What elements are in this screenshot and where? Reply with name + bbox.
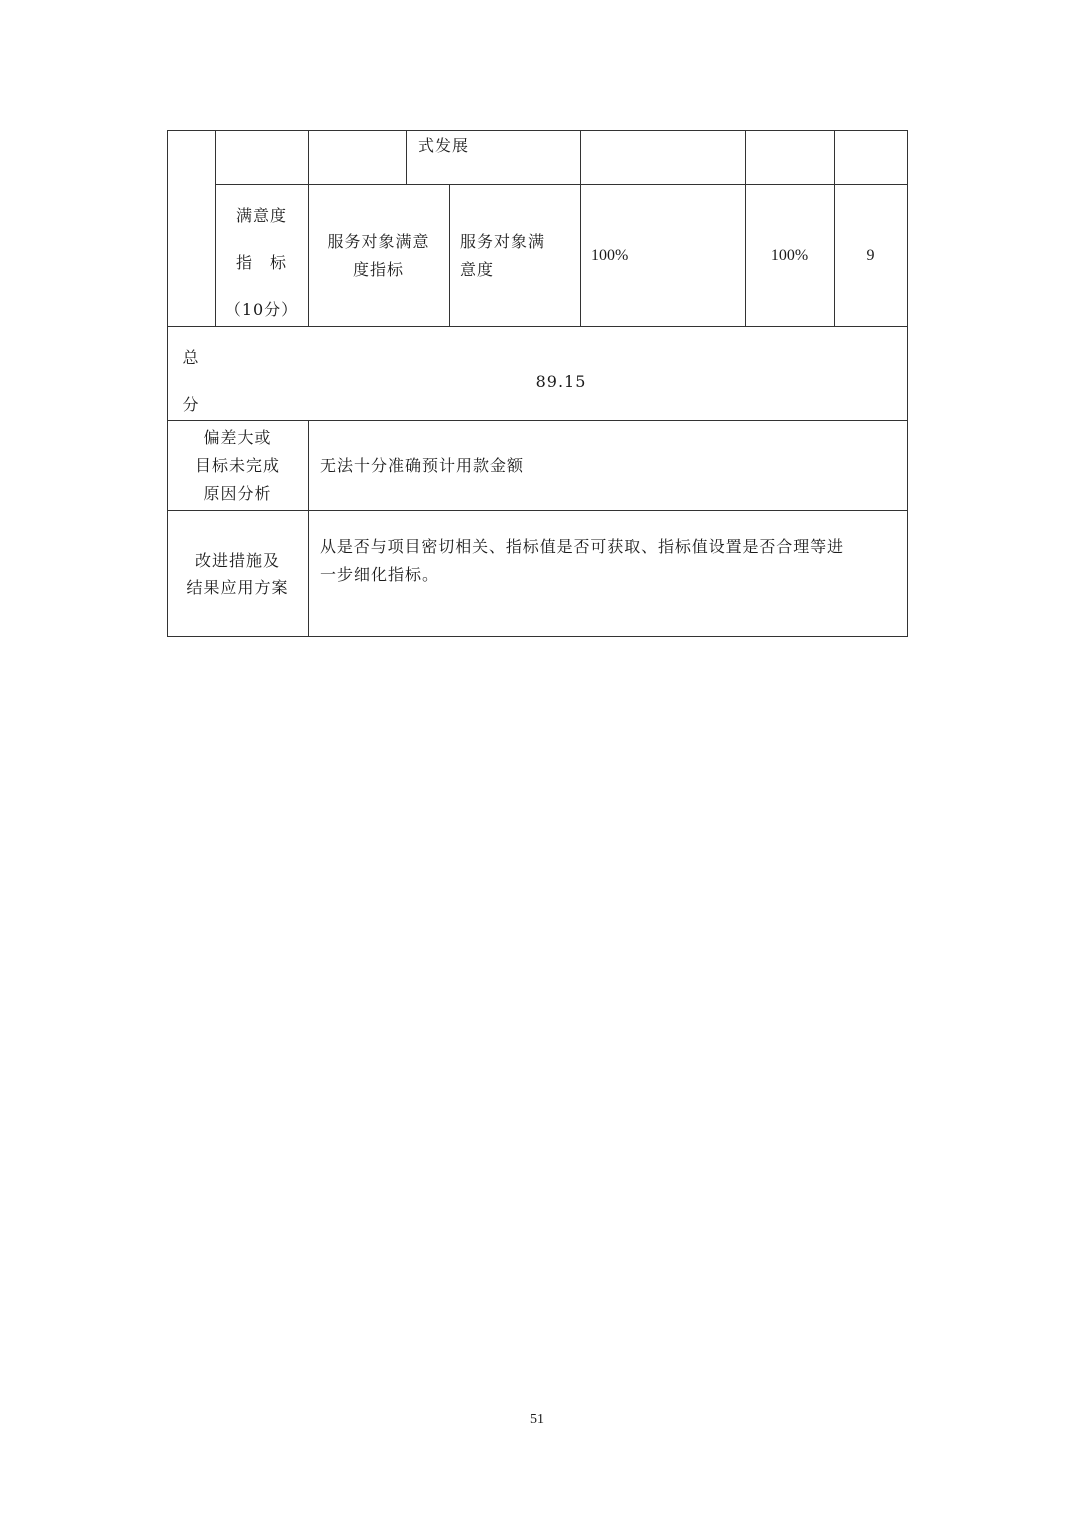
improvement-label-line2: 结果应用方案: [186, 578, 289, 597]
category-label-line2: 指 标: [235, 253, 287, 272]
target-value: 100%: [591, 247, 629, 264]
page-number: 51: [530, 1412, 544, 1427]
indicator-label-line2: 度指标: [352, 260, 404, 279]
deviation-label-line1: 偏差大或: [203, 428, 272, 447]
subindicator-label-line1: 服务对象满: [460, 232, 546, 251]
table-divider: [745, 130, 746, 326]
table-divider: [308, 420, 309, 636]
deviation-label-line2: 目标未完成: [194, 456, 280, 475]
table-border-top: [167, 130, 908, 131]
category-label-line1: 满意度: [235, 206, 287, 225]
table-divider: [215, 130, 216, 326]
deviation-label-line3: 原因分析: [203, 484, 272, 503]
total-score-value: 89.15: [535, 372, 587, 391]
table-border-right: [907, 130, 908, 637]
table-divider: [167, 420, 908, 421]
table-border-bottom: [167, 636, 908, 637]
table-divider: [215, 184, 908, 185]
table-divider: [834, 130, 835, 326]
score-value: 9: [866, 247, 875, 264]
table-divider: [167, 326, 908, 327]
total-label-line2: 分: [182, 395, 200, 414]
total-label-line1: 总: [182, 348, 200, 367]
improvement-content-line2: 一步细化指标。: [320, 565, 440, 584]
improvement-content-line1: 从是否与项目密切相关、指标值是否可获取、指标值设置是否合理等进: [320, 537, 844, 556]
table-divider: [580, 130, 581, 326]
improvement-label-line1: 改进措施及: [194, 551, 280, 570]
table-divider: [167, 510, 908, 511]
table-divider: [449, 184, 450, 326]
deviation-reason-text: 无法十分准确预计用款金额: [320, 456, 525, 475]
indicator-label-line1: 服务对象满意: [327, 232, 430, 251]
subindicator-label-line2: 意度: [460, 260, 495, 279]
table-divider: [406, 130, 407, 184]
table-divider: [308, 130, 309, 326]
category-label-line3: （10分）: [224, 300, 299, 319]
indicator-text-continuation: 式发展: [418, 136, 470, 155]
actual-value: 100%: [770, 247, 809, 264]
